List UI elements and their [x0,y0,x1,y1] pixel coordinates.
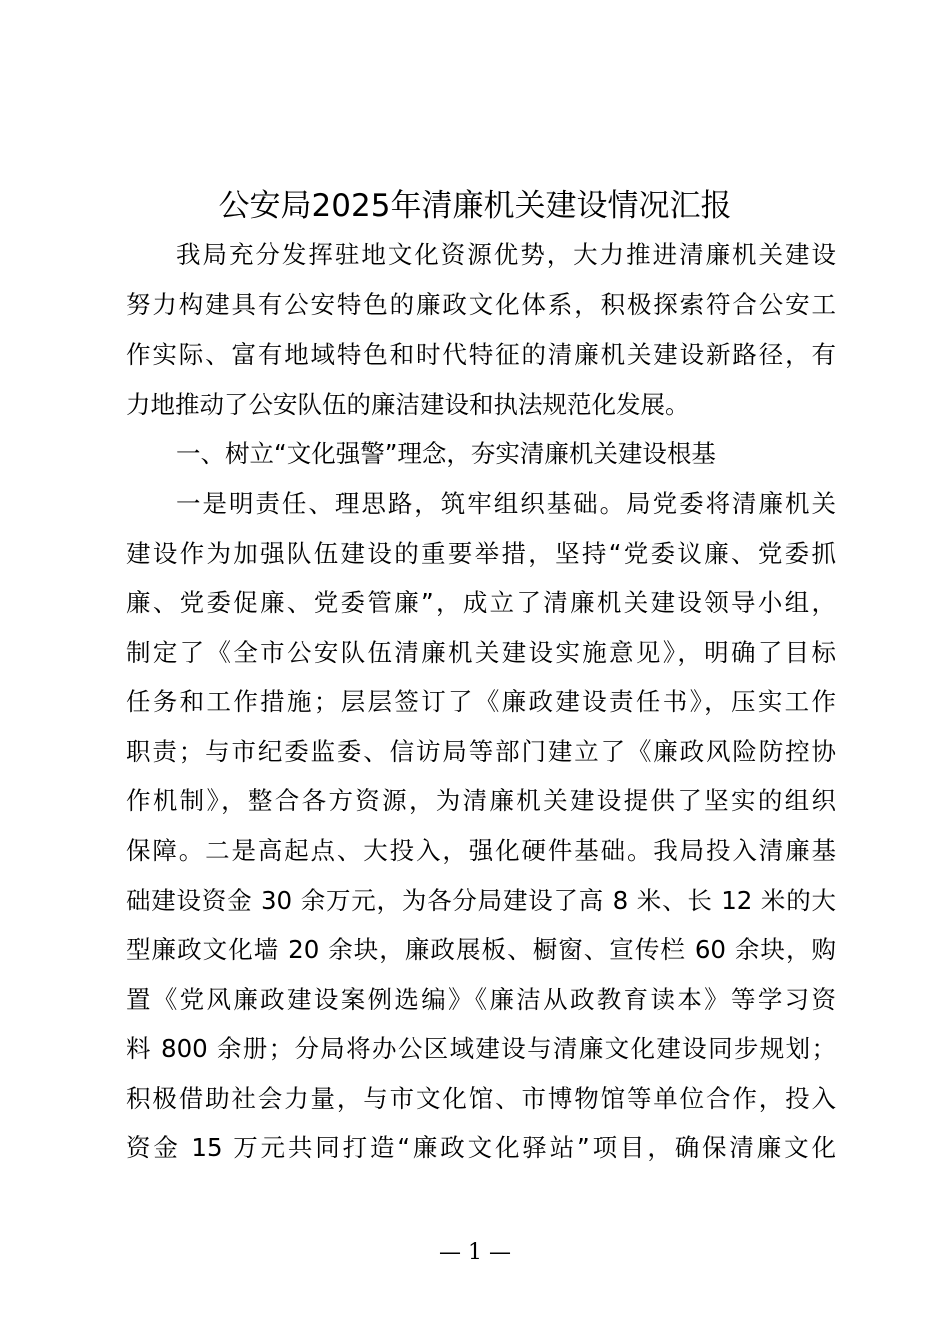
body-line: 作实际、富有地域特色和时代特征的清廉机关建设新路径，有 [126,340,836,369]
body-line: 一是明责任、理思路，筑牢组织基础。局党委将清廉机关 [176,489,836,518]
body-line: 料 800 余册；分局将办公区域建设与清廉文化建设同步规划； [126,1034,836,1063]
body-line: 础建设资金 30 余万元，为各分局建设了高 8 米、长 12 米的大 [126,886,836,915]
body-line: 努力构建具有公安特色的廉政文化体系，积极探索符合公安工 [126,290,836,319]
body-line: 作机制》，整合各方资源，为清廉机关建设提供了坚实的组织 [126,786,836,815]
body-line: 型廉政文化墙 20 余块，廉政展板、橱窗、宣传栏 60 余块，购 [126,935,836,964]
body-line: 资金 15 万元共同打造“廉政文化驿站”项目，确保清廉文化 [126,1133,836,1162]
body-line: 职责；与市纪委监委、信访局等部门建立了《廉政风险防控协 [126,737,836,766]
section-heading: 一、树立“文化强警”理念，夯实清廉机关建设根基 [176,439,716,468]
document-title: 公安局2025年清廉机关建设情况汇报 [218,188,732,224]
body-line: 保障。二是高起点、大投入，强化硬件基础。我局投入清廉基 [126,836,836,865]
body-line: 力地推动了公安队伍的廉洁建设和执法规范化发展。 [126,390,690,419]
body-line: 建设作为加强队伍建设的重要举措，坚持“党委议廉、党委抓 [126,539,836,568]
page-number: — 1 — [439,1240,511,1265]
body-line: 廉、党委促廉、党委管廉”，成立了清廉机关建设领导小组， [126,588,836,617]
body-line: 我局充分发挥驻地文化资源优势，大力推进清廉机关建设 [176,240,836,269]
body-line: 任务和工作措施；层层签订了《廉政建设责任书》，压实工作 [126,687,836,716]
body-line: 积极借助社会力量，与市文化馆、市博物馆等单位合作，投入 [126,1084,836,1113]
body-line: 置《党风廉政建设案例选编》《廉洁从政教育读本》等学习资 [126,985,836,1014]
body-line: 制定了《全市公安队伍清廉机关建设实施意见》，明确了目标 [126,638,836,667]
